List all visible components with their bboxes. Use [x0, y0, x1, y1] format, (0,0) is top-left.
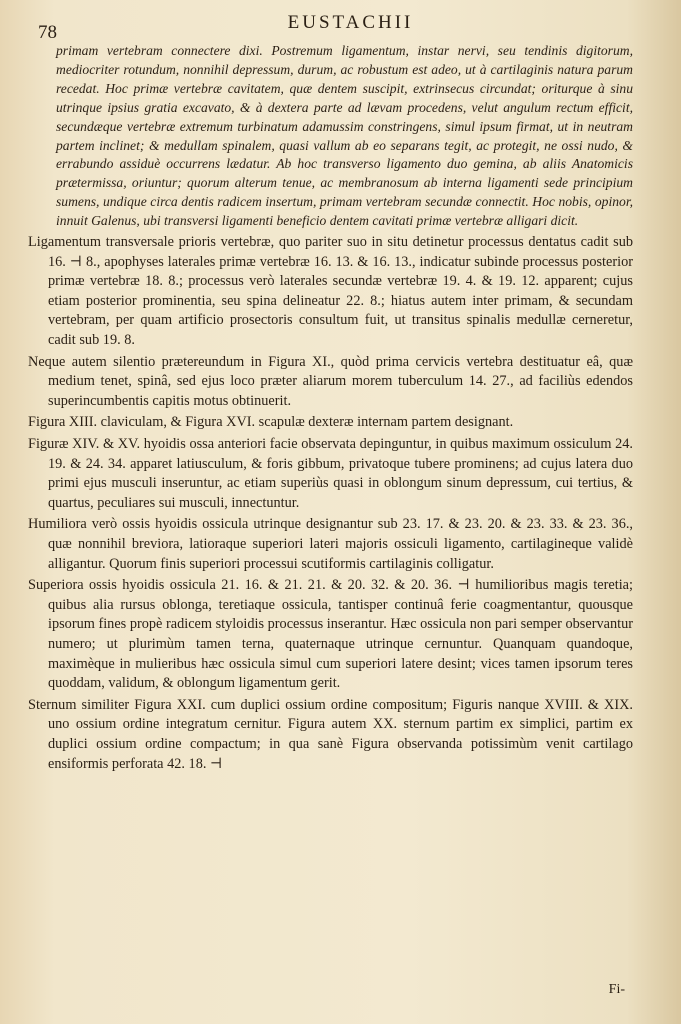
- paragraph-superiora: Superiora ossis hyoidis ossicula 21. 16. & 21. 21. & 20. 32. & 20. 36. ⊣ humilioribus magis teretia; quibus alia rursus oblonga, teretiaque ossicula, tantisper continuâ ferie coagmentantur, quousque ipsorum fines propè radicem styloidis processus inserantur. Hæc ossicula non pari semper observantur numero; ut plurimùm tamen terna, quaternaque utrinque cernuntur. Quanquam quandoque, maximèque in mulieribus hæc ossicula simul cum superiori latere desint; vices tamen ipsorum teres quoddam, validum, & oblongum ligamentum gerit.: [28, 577, 633, 692]
- italic-continuation: primam vertebram connectere dixi. Postremum ligamentum, instar nervi, seu tendinis digitorum, mediocriter rotundum, nonnihil depressum, durum, ac robustum est adeo, ut à cartilaginis natura parum recedat. Hoc primæ vertebræ cavitatem, quæ dentem suscipit, extrinsecus circundat; oriturque à sinu utrinque ipsius gratia excavato, & à dextera parte ad lævam procedens, velut angulum rectum efficit, secundæque vertebræ extremum turbinatum adamussim constringens, simul ipsum firmat, ut in neutram partem inclinet; & medullam spinalem, quasi vallum ab eo separans tegit, ac protegit, ne ossi nudo, & errabundo assiduè occurrens lædatur. Ab hoc transverso ligamento duo gemina, ab aliis Anatomicis prætermissa, oriuntur; quorum alterum tenue, ac membranosum ab interna ligamenti sede principium sumens, undique circa dentis radicem insertum, primam vertebram secundæ connectit. Hoc nobis, opinor, innuit Galenus, ubi transversi ligamenti beneficio dentem cavitati primæ vertebræ alligari dicit.: [56, 43, 633, 229]
- text-body: [28, 42, 633, 1024]
- paragraph-sternum: Sternum similiter Figura XXI. cum duplici ossium ordine compositum; Figuris nanque XVIII. & XIX. uno ossium ordine integratum cernitur. Figura autem XX. sternum partim ex simplici, partim ex duplici ossium ordine compactum; in qua sanè Figura observanda potissimùm venit cartilago ensiformis perforata 42. 18. ⊣: [28, 696, 633, 772]
- paragraph-figurae-xiv-xv: Figuræ XIV. & XV. hyoidis ossa anteriori facie observata depinguntur, in quibus maximum ossiculum 24. 19. & 24. 34. apparet latiusculum, & foris gibbum, privatoque tubere prominens; ad cujus latera duo primi ejus musculi inseruntur, ac etiam superiùs quasi in oblongum sinum depressum, cui tertius, & quartus, peculiares sui musculi, innectuntur.: [28, 436, 633, 511]
- page-number: 78: [38, 22, 57, 43]
- paragraph-figura-xiii: Figura XIII. claviculam, & Figura XVI. scapulæ dexteræ internam partem designant.: [28, 414, 514, 431]
- paragraph-humiliora: Humiliora verò ossis hyoidis ossicula utrinque designantur sub 23. 17. & 23. 20. & 23. 33. & 23. 36., quæ nonnihil breviora, latioraque superiori lateri majoris ossiculi ligamento, cartilagineque validè alligantur. Quorum finis superiori processui scutiformis cartilaginis colligatur.: [28, 516, 633, 572]
- paragraph-ligamentum: Ligamentum transversale prioris vertebræ, quo pariter suo in situ detinetur processus dentatus cadit sub 16. ⊣ 8., apophyses laterales primæ vertebræ 16. 13. & 16. 13., indicatur subinde processus posterior primæ vertebræ 18. 8.; processus verò laterales secundæ vertebræ 19. 4. & 19. 12. apparent; cujus etiam posterior prominentia, seu spina delineatur 22. 8.; hiatus autem inter primam, & secundam vertebram, per quam artificio prosectoris consultum fuit, ut transitus spinalis medullæ cerneretur, cadit sub 19. 8.: [28, 234, 633, 349]
- catchword: Fi-: [608, 982, 625, 997]
- paragraph-neque-autem: Neque autem silentio prætereundum in Figura XI., quòd prima cervicis vertebra destituatur eâ, quæ medium tenet, spinâ, sed ejus loco præter aliarum morem tuberculum 14. 27., ad faciliùs edendos superincumbentis capitis motus obtinuerit.: [28, 353, 633, 409]
- running-head: EUSTACHII: [287, 12, 414, 33]
